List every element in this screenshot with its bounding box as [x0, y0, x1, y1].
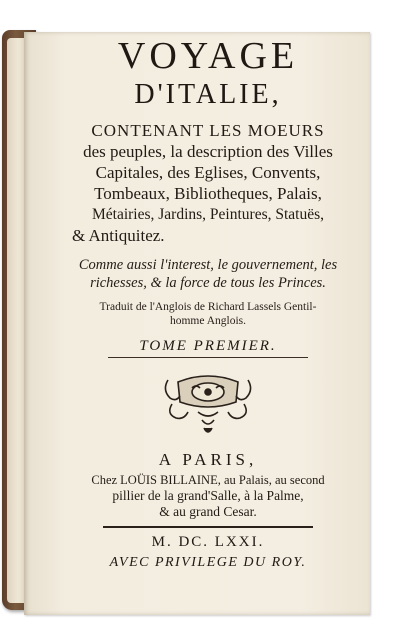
subtitle-line-1: des peuples, la description des Villes: [83, 142, 333, 161]
imprint-line-3: & au grand Cesar.: [159, 504, 257, 519]
subtitle-line-4: Métairies, Jardins, Peintures, Statuës,: [91, 206, 325, 223]
title-line-2: D'ITALIE,: [134, 79, 282, 110]
royal-privilege: AVEC PRIVILEGE DU ROY.: [109, 555, 307, 570]
subtitle-line-3: Tombeaux, Bibliotheques, Palais,: [94, 184, 322, 203]
translation-line-1: Traduit de l'Anglois de Richard Lassels Gentil-: [99, 301, 317, 313]
imprint-line-2: pillier de la grand'Salle, à la Palme,: [112, 488, 304, 503]
subtitle-block: [58, 120, 358, 246]
subtitle-lead: CONTENANT LES MOEURS: [91, 121, 325, 140]
publication-date: M. DC. LXXI.: [151, 534, 265, 550]
title-line-1: VOYAGE: [117, 35, 299, 77]
imprint-block: [58, 472, 358, 520]
translation-line-2: homme Anglois.: [169, 315, 247, 327]
translation-note: [58, 300, 358, 328]
imprint-rule: [103, 526, 313, 528]
italic-line-1: Comme aussi l'interest, le gouvernement, les: [78, 257, 338, 273]
printer-ornament-icon: [158, 368, 258, 440]
subtitle-line-5: & Antiquitez.: [72, 226, 165, 245]
imprint-line-1: Chez LOÜIS BILLAINE, au Palais, au second: [91, 473, 325, 487]
volume-label: TOME PREMIER.: [139, 338, 277, 354]
italic-block: [58, 256, 358, 292]
italic-line-2: richesses, & la force de tous les Princes.: [90, 275, 326, 291]
subtitle-line-2: Capitales, des Eglises, Convents,: [95, 163, 321, 182]
divider-rule: [108, 357, 308, 358]
imprint-city: A PARIS,: [158, 450, 258, 469]
title-page-text: [58, 30, 358, 571]
